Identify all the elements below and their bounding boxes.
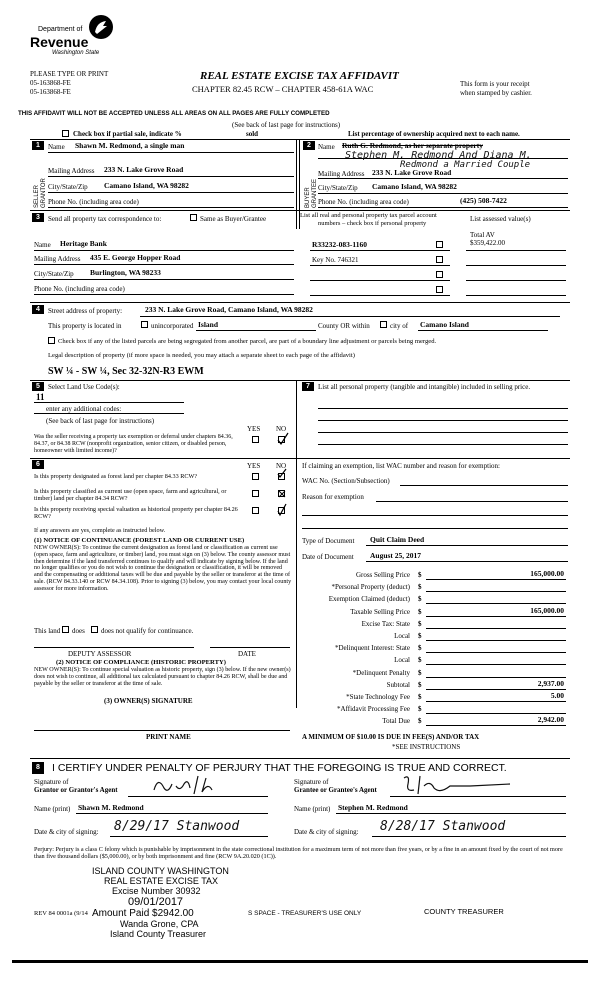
sold-label: sold (246, 130, 259, 138)
dollar-sign: $ (418, 668, 422, 677)
does-not-label: does not qualify for continuance. (101, 627, 194, 635)
section1-number: 1 (32, 141, 44, 150)
section3-number: 3 (32, 213, 44, 222)
financial-label: Taxable Selling Price (350, 607, 410, 616)
s5-no-label: NO (276, 425, 287, 433)
see-back-top: (See back of last page for instructions) (232, 121, 341, 129)
land-use-code: 11 (36, 392, 45, 402)
corr-name-label: Name (34, 241, 51, 249)
grantor-name-label: Name (print) (34, 805, 71, 813)
financial-label: *Delinquent Penalty (352, 668, 410, 677)
parcels-header1: List all real and personal property tax parcel account (300, 212, 437, 219)
section7-number: 7 (302, 382, 314, 391)
financial-value: 5.00 (550, 691, 564, 700)
financial-value: 2,942.00 (537, 715, 564, 725)
corr-city-label: City/State/Zip (34, 270, 74, 278)
bottom-rule (12, 960, 588, 963)
corr-mailing-label: Mailing Address (34, 255, 81, 263)
s6-no-label: NO (276, 462, 287, 470)
ownership-label: List percentage of ownership acquired next to each name. (348, 130, 520, 138)
document-date-label: Date of Document (302, 553, 354, 561)
section2-number: 2 (303, 141, 315, 150)
financial-label: Subtotal (386, 680, 410, 689)
seller-name: Shawn M. Redmond, a single man (75, 141, 185, 150)
seller-phone-label: Phone No. (including area code) (48, 198, 139, 206)
corr-name: Heritage Bank (60, 239, 107, 248)
dollar-sign: $ (418, 607, 422, 616)
seller-mailing-label: Mailing Address (48, 167, 95, 175)
see-instructions: *SEE INSTRUCTIONS (392, 743, 461, 751)
deputy-assessor-label: DEPUTY ASSESSOR (68, 650, 132, 658)
dept-line2: Revenue (30, 34, 89, 50)
this-land-label: This land (34, 627, 61, 635)
dollar-sign: $ (418, 705, 422, 714)
financial-label: Total Due (382, 717, 410, 726)
financial-label: Excise Tax: State (361, 619, 410, 628)
buyer-mailing: 233 N. Lake Grove Road (372, 168, 452, 177)
seller-side-label: SELLER GRANTOR (34, 178, 47, 208)
buyer-name-struck: Ruth G. Redmond, as her separate property (342, 141, 483, 150)
see-back-5: (See back of last page for instructions) (46, 417, 155, 425)
does-checkbox[interactable] (62, 626, 69, 633)
owner-signature-label: (3) OWNER(S) SIGNATURE (104, 697, 193, 705)
dollar-sign: $ (418, 583, 422, 592)
claim-exemption-label: If claiming an exemption, list WAC number and reason for exemption: (302, 462, 500, 470)
forest-land-question: Is this property designated as forest land per chapter 84.33 RCW? (34, 473, 198, 480)
same-as-buyer-checkbox[interactable] (190, 214, 197, 221)
dollar-sign: $ (418, 693, 422, 701)
same-as-buyer-label: Same as Buyer/Grantee (200, 215, 267, 223)
grantor-sig-label1: Signature of (34, 778, 69, 786)
personal-property-label: List all personal property (tangible and intangible) included in selling price. (318, 383, 531, 391)
grantor-date: 8/29/17 Stanwood (114, 819, 240, 834)
corr-phone-label: Phone No. (including area code) (34, 285, 125, 293)
dollar-sign: $ (418, 632, 422, 640)
q1-no-checkmark-icon (276, 468, 288, 480)
partial-sale-label: Check box if partial sale, indicate % (73, 130, 182, 138)
grantee-signature (400, 772, 530, 798)
stamp-line1: ISLAND COUNTY WASHINGTON (92, 866, 229, 876)
financial-value: 165,000.00 (530, 569, 564, 578)
code1: 05-163868-FE (30, 79, 71, 87)
located-in-label: This property is located in (48, 322, 122, 330)
form-title: REAL ESTATE EXCISE TAX AFFIDAVIT (200, 70, 399, 82)
grantee-sig-label2: Grantee or Grantee's Agent (294, 786, 377, 794)
code2: 05-163868-FE (30, 88, 71, 96)
buyer-name-label: Name (318, 143, 335, 151)
document-type: Quit Claim Deed (370, 535, 425, 544)
grantor-sig-label2: Grantor or Grantor's Agent (34, 786, 118, 794)
grantee-sig-label1: Signature of (294, 778, 329, 786)
buyer-side-label: BUYER GRANTEE (305, 178, 318, 208)
dollar-sign: $ (418, 644, 422, 653)
land-use-label: Select Land Use Code(s): (48, 383, 120, 391)
city-of-checkbox[interactable] (380, 321, 387, 328)
street-address: 233 N. Lake Grove Road, Camano Island, WA 98282 (145, 305, 313, 314)
buyer-phone-label: Phone No. (including area code) (318, 198, 409, 206)
total-av-label: Total AV (470, 231, 495, 239)
current-use-question: Is this property classified as current use (open space, farm and agricultural, or timber) land per chapter 84.34 RCW? (34, 488, 227, 503)
segregated-label: Check box if any of the listed parcels are being segregated from another parcel, are part of a boundary line adjustment or parcels being merged. (58, 338, 437, 345)
receipt-line1: This form is your receipt (460, 80, 530, 88)
dollar-sign: $ (418, 680, 422, 689)
stamp-line6: Wanda Grone, CPA (120, 919, 199, 929)
buyer-city: Camano Island, WA 98282 (372, 182, 457, 191)
receipt-line2: when stamped by cashier. (460, 89, 532, 97)
unincorporated-label: unincorporated (151, 322, 194, 330)
q3-yes-checkbox[interactable] (252, 507, 259, 514)
stamp-line2: REAL ESTATE EXCISE TAX (104, 876, 219, 886)
financial-label: *Affidavit Processing Fee (337, 705, 410, 714)
parcel-3-checkbox[interactable] (436, 271, 443, 278)
key-number: Key No. 746321 (312, 256, 359, 264)
dor-logo (30, 14, 118, 60)
dept-line3: Washington State (52, 50, 100, 56)
section8-number: 8 (32, 762, 44, 774)
stamp-line4: 09/01/2017 (128, 896, 184, 908)
financial-label: *State Technology Fee (346, 693, 410, 701)
stamp-line5: Amount Paid $2942.00 (92, 908, 194, 919)
financial-label: *Personal Property (deduct) (331, 583, 410, 592)
dollar-sign: $ (418, 619, 422, 628)
financial-value: 2,937.00 (537, 678, 564, 688)
type-print: PLEASE TYPE OR PRINT (30, 70, 109, 78)
grantee-date: 8/28/17 Stanwood (380, 819, 506, 834)
dollar-sign: $ (418, 595, 422, 604)
county-or-within-label: County OR within (318, 322, 370, 330)
buyer-city-label: City/State/Zip (318, 184, 358, 192)
buyer-mailing-label: Mailing Address (318, 170, 365, 178)
partial-sale-checkbox[interactable] (62, 130, 69, 137)
seller-city: Camano Island, WA 98282 (104, 181, 189, 190)
q2-no-checkmark-icon (278, 490, 286, 498)
dor-logo-icon (88, 14, 114, 40)
notice-compliance-body: NEW OWNER(S): To continue special valuation as historic property, sign (3) below. If the new owner(s) does not wish to continue, all additional tax calculated pursuant to chapter 84.26 RCW, shall be due and payable by the seller or transferor at the time of sale. (34, 667, 291, 687)
notice-continuance-body: NEW OWNER(S): To continue the current designation as forest land or classification as current use (open space, farm and agriculture, or timber) land, you must sign on (3) below. The county assessor must then determine if the land transferred continues to qualify and will indicate by signing below. If the land no longer qualifies or you do not wish to continue the designation or classification, it will be removed and the compensating or additional taxes will be due and payable by the seller or transferor at the time of sale. (RCW 84.33.140 or RCW 84.34.108). Prior to signing (3) below, you may contact your local county assessor for more information. (34, 545, 292, 592)
q3-no-checkmark-icon (276, 503, 288, 517)
dollar-sign: $ (418, 571, 422, 579)
property-city: Camano Island (420, 320, 469, 329)
financial-label: Exemption Claimed (deduct) (328, 595, 410, 604)
grantee-name-label: Name (print) (294, 805, 331, 813)
s5-yes-checkbox[interactable] (252, 436, 259, 443)
legal-description: SW ¼ - SW ¼, Sec 32-32N-R3 EWM (48, 366, 204, 377)
county-treasurer-label: COUNTY TREASURER (424, 907, 504, 916)
historic-question: Is this property receiving special valuation as historical property per chapter 84.26 RCW? (34, 506, 238, 521)
buyer-name-handwritten-2: Redmond a Married Couple (400, 160, 531, 170)
exemption-reason-label: Reason for exemption (302, 493, 364, 501)
if-any-yes: If any answers are yes, complete as instructed below. (34, 527, 166, 534)
document-type-label: Type of Document (302, 537, 355, 545)
print-name-label: PRINT NAME (146, 733, 191, 741)
q2-yes-checkbox[interactable] (252, 490, 259, 497)
exemption-question: Was the seller receiving a property tax exemption or deferral under chapters 84.36, 84.37, or 84.38 RCW (nonprofit organization, senior citizen, or disabled person, homeowner with limited income)? (34, 434, 233, 454)
segregated-checkbox[interactable] (48, 337, 55, 344)
warning-text: THIS AFFIDAVIT WILL NOT BE ACCEPTED UNLESS ALL AREAS ON ALL PAGES ARE FULLY COMPLETED (18, 110, 330, 117)
form-number: REV 84 0001a (9/14 (34, 910, 88, 917)
legal-description-label: Legal description of property (if more space is needed, you may attach a separate sheet to each page of the affidavit) (48, 352, 355, 359)
form-subtitle: CHAPTER 82.45 RCW – CHAPTER 458-61A WAC (192, 84, 374, 94)
parcel-1-checkbox[interactable] (436, 241, 443, 248)
unincorporated-checkbox[interactable] (141, 321, 148, 328)
seller-name-label: Name (48, 143, 65, 151)
parcel-2-checkbox[interactable] (436, 256, 443, 263)
financial-label: Local (394, 656, 410, 665)
grantor-name: Shawn M. Redmond (78, 803, 144, 812)
dollar-sign: $ (418, 717, 422, 726)
perjury-notice: Perjury: Perjury is a class C felony which is punishable by imprisonment in the state correctional institution for a maximum term of not more than five years, or by a fine in an amount fixed by the court of not more than five thousand dollars ($5,000.00), or by both imprisonment and fine (RCW 9A.20.020 (1C)). (34, 846, 563, 861)
parcel-number-1: R33232-083-1160 (312, 240, 367, 249)
section5-number: 5 (32, 382, 44, 391)
financial-label: Local (394, 632, 410, 640)
s5-no-checkmark-icon (276, 432, 290, 446)
parcels-header2: numbers – check box if personal property (318, 220, 427, 227)
dept-line1: Department of (38, 26, 83, 33)
treasurer-use-only: S SPACE - TREASURER'S USE ONLY (248, 910, 362, 917)
financial-label: Gross Selling Price (355, 571, 410, 579)
s5-yes-label: YES (247, 425, 261, 433)
correspondence-label: Send all property tax correspondence to: (48, 215, 162, 223)
assessed-value-label: List assessed value(s) (470, 215, 531, 223)
minimum-due: A MINIMUM OF $10.00 IS DUE IN FEE(S) AND/OR TAX (302, 733, 480, 741)
additional-codes-label: enter any additional codes: (46, 405, 122, 413)
notice-continuance-title: (1) NOTICE OF CONTINUANCE (FOREST LAND OR CURRENT USE) (34, 537, 245, 544)
city-of-label: city of (390, 322, 409, 330)
parcel-4-checkbox[interactable] (436, 286, 443, 293)
deputy-date-label: DATE (238, 650, 256, 658)
seller-mailing: 233 N. Lake Grove Road (104, 165, 184, 174)
corr-city: Burlington, WA 98233 (90, 268, 161, 277)
notice-compliance-title: (2) NOTICE OF COMPLIANCE (HISTORIC PROPERTY) (56, 659, 226, 666)
does-not-checkbox[interactable] (91, 626, 98, 633)
buyer-name-handwritten-1: Stephen M. Redmond And Diana M. (345, 150, 532, 161)
certify-statement: I CERTIFY UNDER PENALTY OF PERJURY THAT THE FOREGOING IS TRUE AND CORRECT. (52, 762, 507, 774)
stamp-line3: Excise Number 30932 (112, 886, 201, 896)
grantor-date-label: Date & city of signing: (34, 828, 99, 836)
financial-value: 165,000.00 (530, 605, 564, 615)
does-label: does (72, 627, 85, 635)
document-date: August 25, 2017 (370, 551, 422, 560)
section4-number: 4 (32, 305, 44, 314)
seller-city-label: City/State/Zip (48, 183, 88, 191)
county: Island (198, 320, 219, 329)
corr-mailing: 435 E. George Hopper Road (90, 253, 181, 262)
street-address-label: Street address of property: (48, 307, 123, 315)
q1-yes-checkbox[interactable] (252, 473, 259, 480)
dollar-sign: $ (418, 656, 422, 665)
buyer-phone: (425) 508-7422 (460, 196, 507, 205)
grantee-date-label: Date & city of signing: (294, 828, 359, 836)
total-av: $359,422.00 (470, 239, 505, 247)
financial-label: *Delinquent Interest: State (334, 644, 410, 653)
section6-number: 6 (32, 460, 44, 469)
stamp-line7: Island County Treasurer (110, 929, 207, 939)
s6-yes-label: YES (247, 462, 261, 470)
wac-number-label: WAC No. (Section/Subsection) (302, 477, 390, 485)
grantee-name: Stephen M. Redmond (338, 803, 408, 812)
grantor-signature (150, 772, 260, 798)
